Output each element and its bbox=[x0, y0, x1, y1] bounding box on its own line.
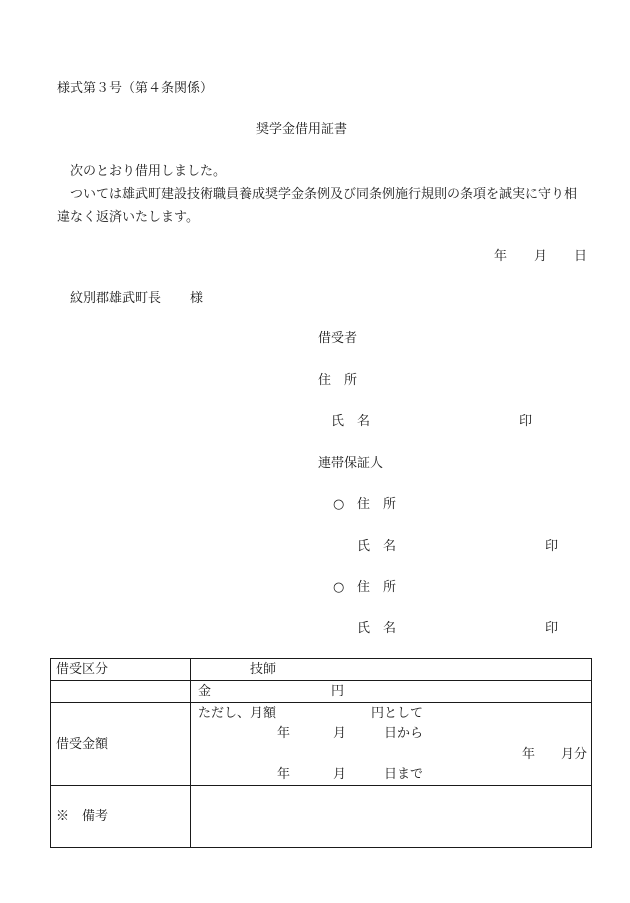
body-text-line: 次のとおり借用しました。 bbox=[70, 164, 227, 179]
duration-year-label: 年 bbox=[522, 747, 536, 762]
body-text-line: 違なく返済いたします。 bbox=[57, 210, 199, 225]
document-title: 奨学金借用証書 bbox=[256, 122, 348, 137]
guarantor-seal-mark: 印 bbox=[545, 539, 559, 554]
amount-kin-label: 金 bbox=[198, 684, 212, 699]
borrower-address-label: 住 所 bbox=[318, 373, 358, 388]
amount-yen-label: 円 bbox=[331, 684, 345, 699]
from-month-label: 月 bbox=[333, 726, 347, 741]
to-year-label: 年 bbox=[277, 767, 291, 782]
loan-details-table bbox=[50, 658, 592, 848]
table-row-divider bbox=[51, 785, 591, 786]
guarantor-address-label: 住 所 bbox=[357, 580, 397, 595]
date-month-label: 月 bbox=[534, 249, 548, 264]
circle-marker-icon: ○ bbox=[333, 497, 345, 512]
to-day-label: 日まで bbox=[384, 767, 424, 782]
from-day-label: 日から bbox=[384, 726, 424, 741]
circle-marker-icon: ○ bbox=[333, 580, 345, 595]
borrower-label: 借受者 bbox=[318, 331, 358, 346]
table-row-divider bbox=[51, 680, 591, 681]
guarantor-name-label: 氏 名 bbox=[357, 621, 397, 636]
amount-label: 借受金額 bbox=[56, 737, 109, 752]
to-month-label: 月 bbox=[333, 767, 347, 782]
guarantor-label: 連帯保証人 bbox=[318, 456, 384, 471]
date-year-label: 年 bbox=[494, 249, 508, 264]
monthly-prefix: ただし、月額 bbox=[198, 706, 277, 721]
remarks-label: ※ 備考 bbox=[56, 809, 109, 824]
table-column-divider bbox=[190, 659, 191, 847]
date-day-label: 日 bbox=[574, 249, 588, 264]
borrower-seal-mark: 印 bbox=[519, 414, 533, 429]
duration-month-label: 月分 bbox=[561, 747, 588, 762]
category-label: 借受区分 bbox=[56, 662, 109, 677]
table-row-divider bbox=[51, 702, 591, 703]
category-value: 技師 bbox=[250, 662, 277, 677]
body-text-line: ついては雄武町建設技術職員養成奨学金条例及び同条例施行規則の条項を誠実に守り相 bbox=[70, 187, 578, 202]
guarantor-address-label: 住 所 bbox=[357, 497, 397, 512]
guarantor-name-label: 氏 名 bbox=[357, 539, 397, 554]
from-year-label: 年 bbox=[277, 726, 291, 741]
guarantor-seal-mark: 印 bbox=[545, 621, 559, 636]
addressee-honorific: 様 bbox=[190, 291, 204, 306]
monthly-suffix: 円として bbox=[371, 706, 424, 721]
borrower-name-label: 氏 名 bbox=[331, 414, 371, 429]
form-number: 様式第３号（第４条関係） bbox=[57, 81, 214, 96]
addressee-name: 紋別郡雄武町長 bbox=[70, 291, 162, 306]
